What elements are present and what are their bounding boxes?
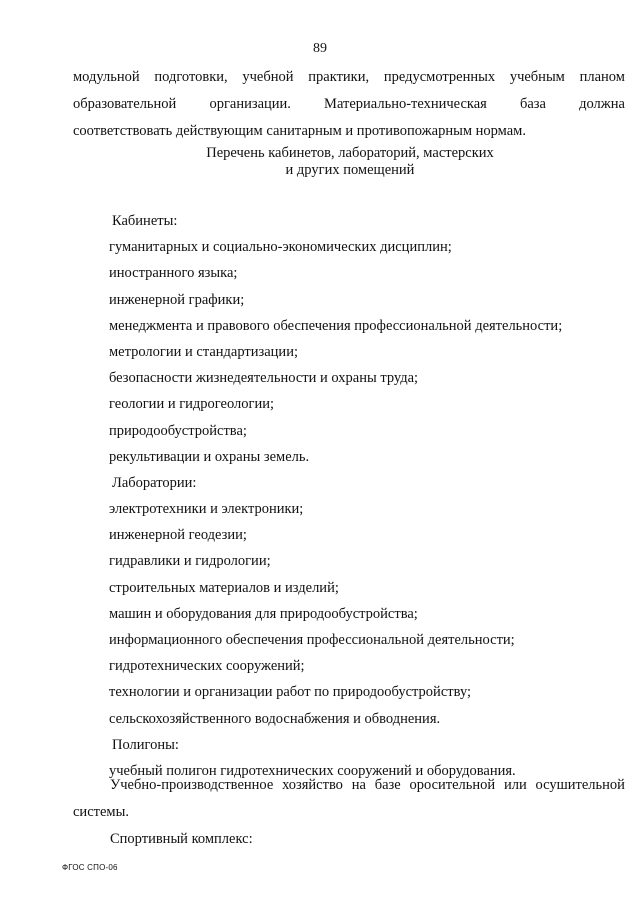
list-item: сельскохозяйственного водоснабжения и обводнения. bbox=[109, 710, 441, 727]
intro-line-2-word: организации. bbox=[209, 96, 291, 112]
intro-line-2-word: образовательной bbox=[73, 96, 177, 112]
list-item: метрологии и стандартизации; bbox=[109, 343, 298, 360]
intro-line-1-word: учебной bbox=[242, 69, 294, 85]
list-item: менеджмента и правового обеспечения профессиональной деятельности; bbox=[109, 317, 563, 334]
intro-paragraph bbox=[73, 64, 625, 145]
list-section-heading: Лаборатории: bbox=[112, 474, 197, 491]
intro-line-2-word: должна bbox=[579, 96, 625, 112]
footer-code: ФГОС СПО-06 bbox=[62, 863, 118, 872]
list-item: рекультивации и охраны земель. bbox=[109, 448, 310, 465]
list-section-heading: Полигоны: bbox=[112, 736, 179, 753]
list-item: геологии и гидрогеологии; bbox=[109, 396, 275, 413]
list-item: природообустройства; bbox=[109, 422, 247, 439]
intro-line-1-word: предусмотренных bbox=[383, 69, 496, 85]
list-item: машин и оборудования для природообустройства; bbox=[109, 605, 418, 622]
intro-line-2-word: Материально-техническая bbox=[324, 96, 487, 112]
farm-line-1-word: осушительной bbox=[535, 777, 625, 793]
farm-paragraph bbox=[73, 772, 625, 826]
list-item: технологии и организации работ по природообустройству; bbox=[109, 684, 472, 701]
list-item: гидравлики и гидрологии; bbox=[109, 553, 271, 570]
list-section-heading: Кабинеты: bbox=[112, 213, 178, 229]
intro-line-1-word: планом bbox=[579, 69, 625, 85]
list-item: безопасности жизнедеятельности и охраны труда; bbox=[109, 370, 419, 387]
list-item: электротехники и электроники; bbox=[109, 501, 304, 518]
farm-line-1-word: Учебно-производственное bbox=[110, 777, 274, 793]
list-item: учебный полигон гидротехнических сооружений и оборудования. bbox=[109, 762, 516, 779]
list-item: гидротехнических сооружений; bbox=[109, 658, 305, 675]
intro-line-2 bbox=[73, 91, 625, 118]
premises-list bbox=[109, 208, 562, 784]
farm-line-1-word: хозяйство bbox=[282, 777, 343, 793]
intro-line-1-word: учебным bbox=[509, 69, 565, 85]
page-number: 89 bbox=[313, 41, 327, 56]
heading-line-1: Перечень кабинетов, лабораторий, мастерских bbox=[206, 145, 494, 161]
intro-line-3: соответствовать действующим санитарным и противопожарным нормам. bbox=[73, 123, 526, 139]
intro-line-1-word: практики, bbox=[308, 69, 370, 85]
farm-line-1-word: на bbox=[351, 777, 366, 793]
farm-line-1-word: оросительной bbox=[409, 777, 496, 793]
intro-line-2-word: база bbox=[519, 96, 546, 112]
sport-complex-label: Спортивный комплекс: bbox=[110, 831, 253, 847]
section-heading bbox=[140, 145, 560, 179]
farm-line-1-word: базе bbox=[374, 777, 401, 793]
farm-line-1 bbox=[73, 772, 625, 799]
intro-line-1-word: модульной bbox=[73, 69, 140, 85]
farm-line-2: системы. bbox=[73, 804, 129, 820]
list-item: информационного обеспечения профессиональной деятельности; bbox=[109, 632, 515, 648]
intro-line-1 bbox=[73, 64, 625, 91]
intro-line-1-word: подготовки, bbox=[154, 69, 228, 85]
list-item: инженерной графики; bbox=[109, 291, 245, 308]
heading-line-2: и других помещений bbox=[285, 162, 415, 178]
farm-line-1-word: или bbox=[503, 777, 527, 793]
list-item: иностранного языка; bbox=[109, 265, 238, 282]
sport-paragraph bbox=[73, 826, 625, 853]
list-item: строительных материалов и изделий; bbox=[109, 579, 339, 596]
list-item: инженерной геодезии; bbox=[109, 527, 247, 544]
list-item: гуманитарных и социально-экономических дисциплин; bbox=[109, 239, 452, 256]
